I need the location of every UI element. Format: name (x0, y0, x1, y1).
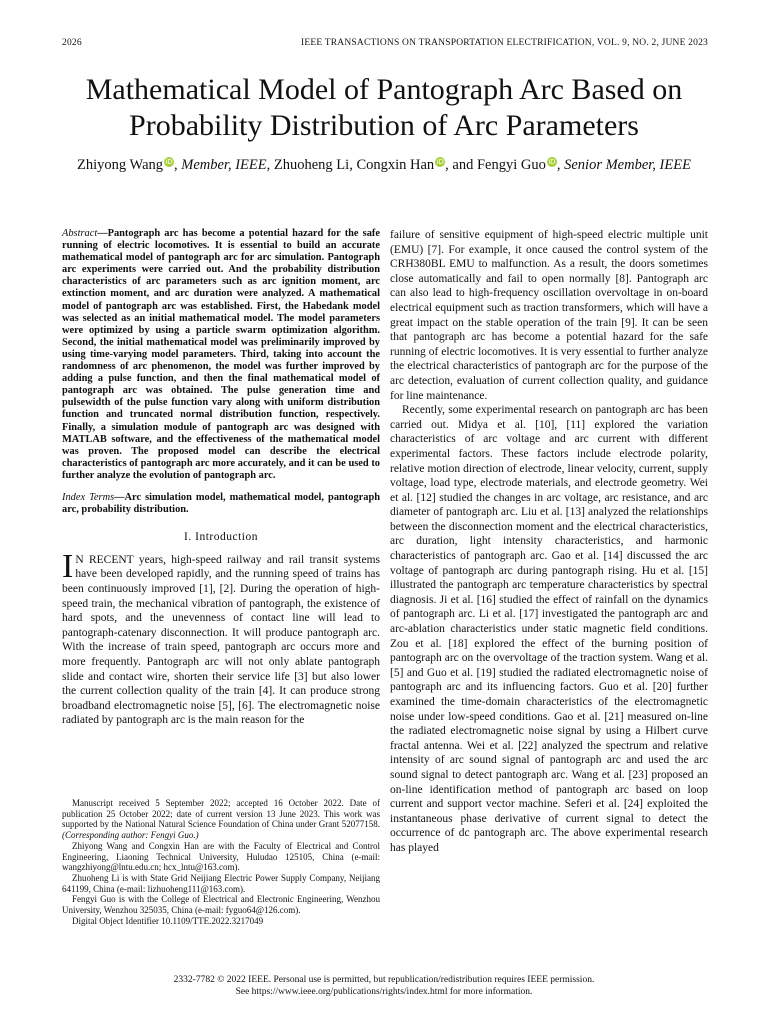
page-number: 2026 (62, 38, 82, 48)
author-3: Congxin Han (356, 157, 435, 173)
author-1-role: Member, IEEE (181, 157, 267, 173)
index-terms: Index Terms—Arc simulation model, mathematical model, pantograph arc, probability distribution. (62, 491, 381, 516)
title-line-1: Mathematical Model of Pantograph Arc Based on (85, 73, 683, 106)
journal-header: IEEE TRANSACTIONS ON TRANSPORTATION ELECTRIFICATION, VOL. 9, NO. 2, JUNE 2023 (300, 38, 708, 48)
orcid-icon[interactable]: iD (548, 158, 556, 166)
abstract-text: Pantograph arc has become a potential hazard for the safe running of electric locomotives. It is essential to build an accurate mathematical model of pantograph arc for arc simulation. Pantograph arc experiments were carried out. And the probability distribution characteristics of arc parameters such as arc ignition moment, arc extinction moment, and arc duration were analyzed. A mathematical model of pantograph arc was established. First, the Habedank model was selected as an initial mathematical model. The model parameters were optimized by using a particle swarm optimization algorithm. Second, the initial mathematical model was preliminarily improved by using time-varying model parameters. Third, taking into account the randomness of arc phenomenon, the model was further improved by adding a pulse function, and then the final mathematical model of pantograph arc was obtained. The pulse generation time and pulsewidth of the pulse function vary along with uniform distribution function and truncated normal distribution function, respectively. Finally, a simulation module of pantograph arc was designed with MATLAB software, and the effectiveness of the mathematical model was proven. The proposed model can describe the electrical characteristics of pantograph arc more accurately, and it can be used to further analyze the evolution of pantograph arc. (62, 228, 380, 481)
author-list: Zhiyong Wang iD, Member, IEEE, Zhuoheng Li, Congxin Han iD, and Fengyi Guo iD, Senior Member, IEEE (77, 157, 691, 173)
footnote-affiliation-3: Fengyi Guo is with the College of Electrical and Electronic Engineering, Wenzhou University, Wenzhou 325035, China (e-mail: fyguo64@126.com). (62, 894, 380, 916)
author-4: and Fengyi Guo (452, 157, 546, 173)
orcid-icon[interactable]: iD (436, 158, 444, 166)
footnote-affiliation-2: Zhuoheng Li is with State Grid Neijiang Electric Power Supply Company, Neijiang 641199, China (e-mail: lizhuoheng111@163.com). (62, 872, 380, 894)
intro-paragraph-1-continued: failure of sensitive equipment of high-speed electric multiple unit (EMU) [7]. For example, it once caused the control system of the CRH380BL EMU to malfunction. As a result, the doors sometimes close automatically and fail to open normally [8]. Pantograph arc can also lead to high-frequency oscillation overvoltage in on-board electrical equipment such as traction transformers, which will have a great impact on the stable operation of the train [9]. It can be seen that pantograph arc has become a potential hazard for the safe running of electric locomotives. It is very essential to further analyze the electrical characteristics of pantograph arc for the purpose of the arc detection, evaluation of current collection quality, and guidance for line maintenance. (390, 229, 708, 402)
abstract: Abstract—Pantograph arc has become a potential hazard for the safe running of electric locomotives. It is essential to build an accurate mathematical model of pantograph arc for arc simulation. Pantograph arc experiments were carried out. And the probability distribution characteristics of arc parameters such as arc ignition moment, arc extinction moment, and arc duration were analyzed. A mathematical model of pantograph arc was established. First, the Habedank model was selected as an initial mathematical model. The model parameters were optimized by using a particle swarm optimization algorithm. Second, the initial mathematical model was preliminarily improved by using time-varying model parameters. Third, taking into account the randomness of arc phenomenon, the model was further improved by adding a pulse function, and then the final mathematical model of pantograph arc was obtained. The pulse generation time and pulsewidth of the pulse function vary along with uniform distribution function and truncated normal distribution function, respectively. Finally, a simulation module of pantograph arc was designed with MATLAB software, and the effectiveness of the mathematical model was proven. The proposed model can describe the electrical characteristics of pantograph arc more accurately, and it can be used to further analyze the evolution of pantograph arc. (62, 228, 380, 481)
footnote-affiliation-1: Zhiyong Wang and Congxin Han are with the Faculty of Electrical and Control Engineering, Liaoning Technical University, Huludao 125105, China (e-mail: wangzhiyong@lntu.edu.cn; hcx_lntu@163.com). (62, 840, 380, 873)
left-column (62, 228, 380, 728)
section-heading: I. Introduction (184, 531, 258, 544)
author-1: Zhiyong Wang (77, 157, 164, 173)
paper-title (40, 72, 728, 144)
orcid-icon[interactable]: iD (165, 158, 173, 166)
abstract-label: Abstract (62, 228, 98, 239)
intro-paragraph-1-text: N RECENT years, high-speed railway and rail transit systems have been developed rapidly, and the running speed of trains has been continuously improved [1], [2]. During the operation of high-speed train, the mechanical vibration of pantograph, the existence of hard spots, and the unevenness of contact line will lead to pantograph-catenary disconnection. It will produce pantograph arc. With the increase of train speed, pantograph arc occurs more and more frequently. Pantograph arc will not only ablate pantograph slide and contact wire, shorten their service life [3] but also lower the current collection quality of the train [4]. It can produce strong broadband electromagnetic noise [5], [6]. The electromagnetic noise radiated by pantograph arc is the main reason for the (62, 553, 380, 727)
doi[interactable]: Digital Object Identifier 10.1109/TTE.2022.3217049 (72, 915, 264, 926)
copyright-line-2[interactable]: See https://www.ieee.org/publications/rights/index.html for more information. (235, 986, 533, 997)
footnote-manuscript (62, 798, 380, 841)
author-2: Zhuoheng Li (273, 157, 350, 173)
index-terms-label: Index Terms (62, 491, 115, 503)
intro-paragraph-1 (62, 547, 380, 728)
intro-paragraph-2: Recently, some experimental research on pantograph arc has been carried out. Midya et al. [10], [11] explored the variation characteristics of arc voltage and arc current with different experimental factors. These factors include electrode polarity, relative motion direction of electrode, linear velocity, current, supply voltage, load type, electrode materials, and electrode geometry. Wei et al. [12] studied the changes in arc voltage, arc resistance, and arc diameter of pantograph arc. Liu et al. [13] analyzed the relationships between the disconnection moment and the electrical characteristics, arc duration, light intensity characteristics, and harmonic characteristics of pantograph arc. Gao et al. [14] discussed the arc voltage of pantograph arc during pantograph rising. Hu et al. [15] illustrated the pantograph arc temperature characteristics by spectral diagnosis. Ji et al. [16] studied the effect of rainfall on the dynamics of pantograph arc. Li et al. [17] investigated the pantograph arc and arc-ablation characteristics under static magnetic field conditions. Zou et al. [18] explored the effect of the burning position of pantograph arc on the overvoltage of the traction system. Wang et al. [5] and Guo et al. [19] studied the radiated electromagnetic noise of pantograph arc and its influencing factors. Guo et al. [20] further examined the time-domain characteristics of the electromagnetic noise under low-speed conditions. Gao et al. [21] measured on-line the radiated electromagnetic noise signal by using a Hilbert curve fractal antenna. Wei et al. [22] analyzed the spectrum and relative intensity of arc sound signal of pantograph arc and used the arc sound signal to detect pantograph arc. Wang et al. [23] proposed an on-line identification method of pantograph arc based on loop current and support vector machine. Seferi et al. [24] exploited the instantaneous phase derivative of current signal to detect the occurrence of dc pantograph arc. The above experimental research has played (390, 404, 708, 854)
index-terms-text: Arc simulation model, mathematical model, pantograph arc, probability distribution. (62, 491, 381, 516)
corresponding-author: (Corresponding author: Fengyi Guo.) (62, 830, 199, 841)
title-line-2: Probability Distribution of Arc Parameters (129, 109, 639, 142)
drop-cap: I (62, 547, 74, 585)
footnote-block (62, 798, 380, 926)
copyright-line-1: 2332-7782 © 2022 IEEE. Personal use is permitted, but republication/redistribution requires IEEE permission. (173, 975, 595, 985)
footnote-manuscript-text: Manuscript received 5 September 2022; accepted 16 October 2022. Date of publication 25 October 2022; date of current version 13 June 2023. This work was supported by the National Natural Science Foundation of China under Grant 52077158. (62, 798, 380, 830)
copyright-notice (40, 975, 728, 998)
right-column (390, 228, 708, 856)
author-4-role: Senior Member, IEEE (564, 157, 691, 173)
